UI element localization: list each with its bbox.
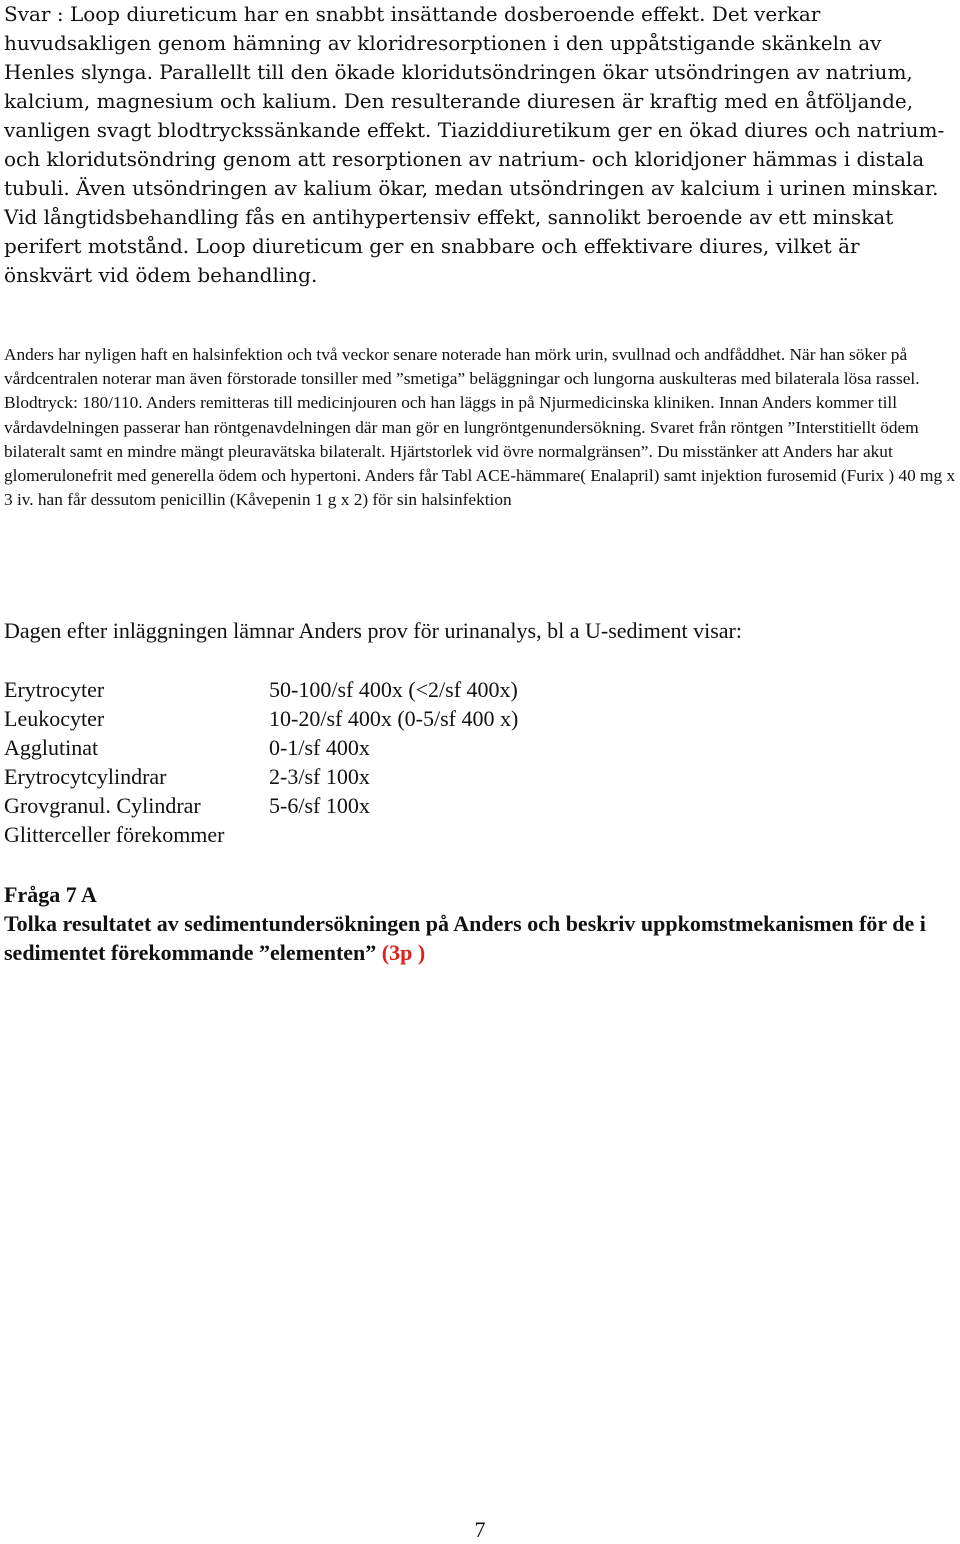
question-block — [4, 880, 954, 967]
case-description-paragraph: Anders har nyligen haft en halsinfektion och två veckor senare noterade han mörk urin, svullnad och andfåddhet. När han söker på vårdcentralen noterar man även förstorade tonsiller med ”smetiga” beläggningar och lungorna auskulteras med bilaterala lösa rassel. Blodtryck: 180/110. Anders remitteras till medicinjouren och han läggs in på Njurmedicinska kliniken. Innan Anders kommer till vårdavdelningen passerar han röntgenavdelningen där man gör en lungröntgenundersökning. Svaret från röntgen ”Interstitiellt ödem bilateralt samt en mindre mängt pleuravätska bilateralt. Hjärtstorlek vid övre normalgränsen”. Du misstänker att Anders har akut glomerulonefrit med generella ödem och hypertoni. Anders får Tabl ACE-hämmare( Enalapril) samt injektion furosemid (Furix ) 40 mg x 3 iv. han får dessutom penicillin (Kåvepenin 1 g x 2) för sin halsinfektion — [4, 345, 956, 510]
result-name: Leukocyter — [4, 706, 105, 731]
urinalysis-intro: Dagen efter inläggningen lämnar Anders prov för urinanalys, bl a U-sediment visar: — [4, 618, 742, 643]
result-value: 0-1/sf 400x — [269, 735, 370, 760]
result-row — [4, 733, 518, 762]
answer-paragraph: Svar : Loop diureticum har en snabbt insättande dosberoende effekt. Det verkar huvudsakligen genom hämning av kloridresorptionen i den uppåtstigande skänkeln av Henles slynga. Parallellt till den ökade kloridutsöndringen ökar utsöndringen av natrium, kalcium, magnesium och kalium. Den resulterande diuresen är kraftig med en åtföljande, vanligen svagt blodtryckssänkande effekt. Tiaziddiuretikum ger en ökad diures och natrium- och kloridutsöndring genom att resorptionen av natrium- och kloridjoner hämmas i distala tubuli. Även utsöndringen av kalium ökar, medan utsöndringen av kalcium i urinen minskar. Vid långtidsbehandling fås en antihypertensiv effekt, sannolikt beroende av ett minskat perifert motstånd. Loop diureticum ger en snabbare och effektivare diures, vilket är önskvärt vid ödem behandling. — [4, 2, 945, 287]
result-row — [4, 762, 518, 791]
result-name: Grovgranul. Cylindrar — [4, 793, 201, 818]
result-name: Erytrocyter — [4, 677, 105, 702]
question-heading: Fråga 7 A — [4, 882, 97, 907]
result-row — [4, 791, 518, 820]
result-value: 5-6/sf 100x — [269, 793, 370, 818]
result-value: 50-100/sf 400x (<2/sf 400x) — [269, 677, 518, 702]
result-value: 10-20/sf 400x (0-5/sf 400 x) — [269, 706, 519, 731]
question-text: Tolka resultatet av sedimentundersökningen på Anders och beskriv uppkomstmekanismen för de i sedimentet förekommande ”elementen” — [4, 911, 926, 965]
result-row — [4, 820, 518, 849]
page-number: 7 — [474, 1517, 486, 1542]
result-name: Erytrocytcylindrar — [4, 764, 167, 789]
result-name: Glitterceller förekommer — [4, 822, 225, 847]
sediment-results-list — [4, 675, 518, 849]
result-row — [4, 704, 518, 733]
question-points: (3p ) — [381, 940, 426, 965]
result-row — [4, 675, 518, 704]
result-value: 2-3/sf 100x — [269, 764, 370, 789]
result-name: Agglutinat — [4, 735, 99, 760]
question-text-wrapper — [4, 909, 954, 967]
